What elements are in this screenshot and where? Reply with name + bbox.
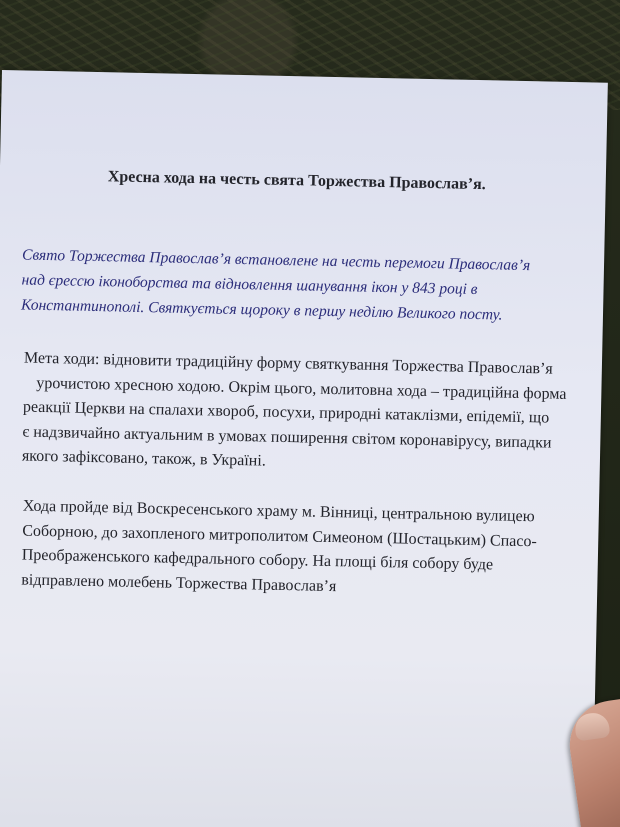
intro-line: над єрессю іконоборства та відновлення шанування ікон у 843 році в [21,271,478,299]
route-line: Соборною, до захопленого митрополитом Симеоном (Шостацьким) Спасо- [22,522,537,550]
document-title: Хресна хода на честь свята Торжества Православ’я. [107,168,486,194]
purpose-line: якого зафіксовано, також, в Україні. [21,447,266,470]
intro-line: Свято Торжества Православ’я встановлене на честь перемоги Православ’я [21,246,531,275]
route-line: Хода пройде від Воскресенського храму м. Вінниці, центральною вулицею [22,497,535,526]
route-line: Преображенського кафедрального собору. На площі біля собору буде [21,546,494,574]
purpose-line: реакції Церкви на спалахи хвороб, посухи, природні катаклізми, епідемії, що [22,398,550,427]
route-line: відправлено молебень Торжества Православ’я [21,571,337,595]
purpose-paragraph [22,347,580,481]
intro-line: Константинополі. Святкується щороку в першу неділю Великого посту. [20,296,503,324]
paper-sheet [0,70,608,827]
purpose-line: урочистою хресною ходою. Окрім цього, молитовна хода – традиційна форма [36,374,567,403]
route-paragraph [21,495,553,604]
purpose-line: є надзвичайно актуальним в умовах поширення світом коронавірусу, випадки [22,423,552,452]
intro-paragraph [21,242,602,329]
purpose-line: Мета ходи: відновити традиційну форму святкування Торжества Православ’я [23,349,553,378]
